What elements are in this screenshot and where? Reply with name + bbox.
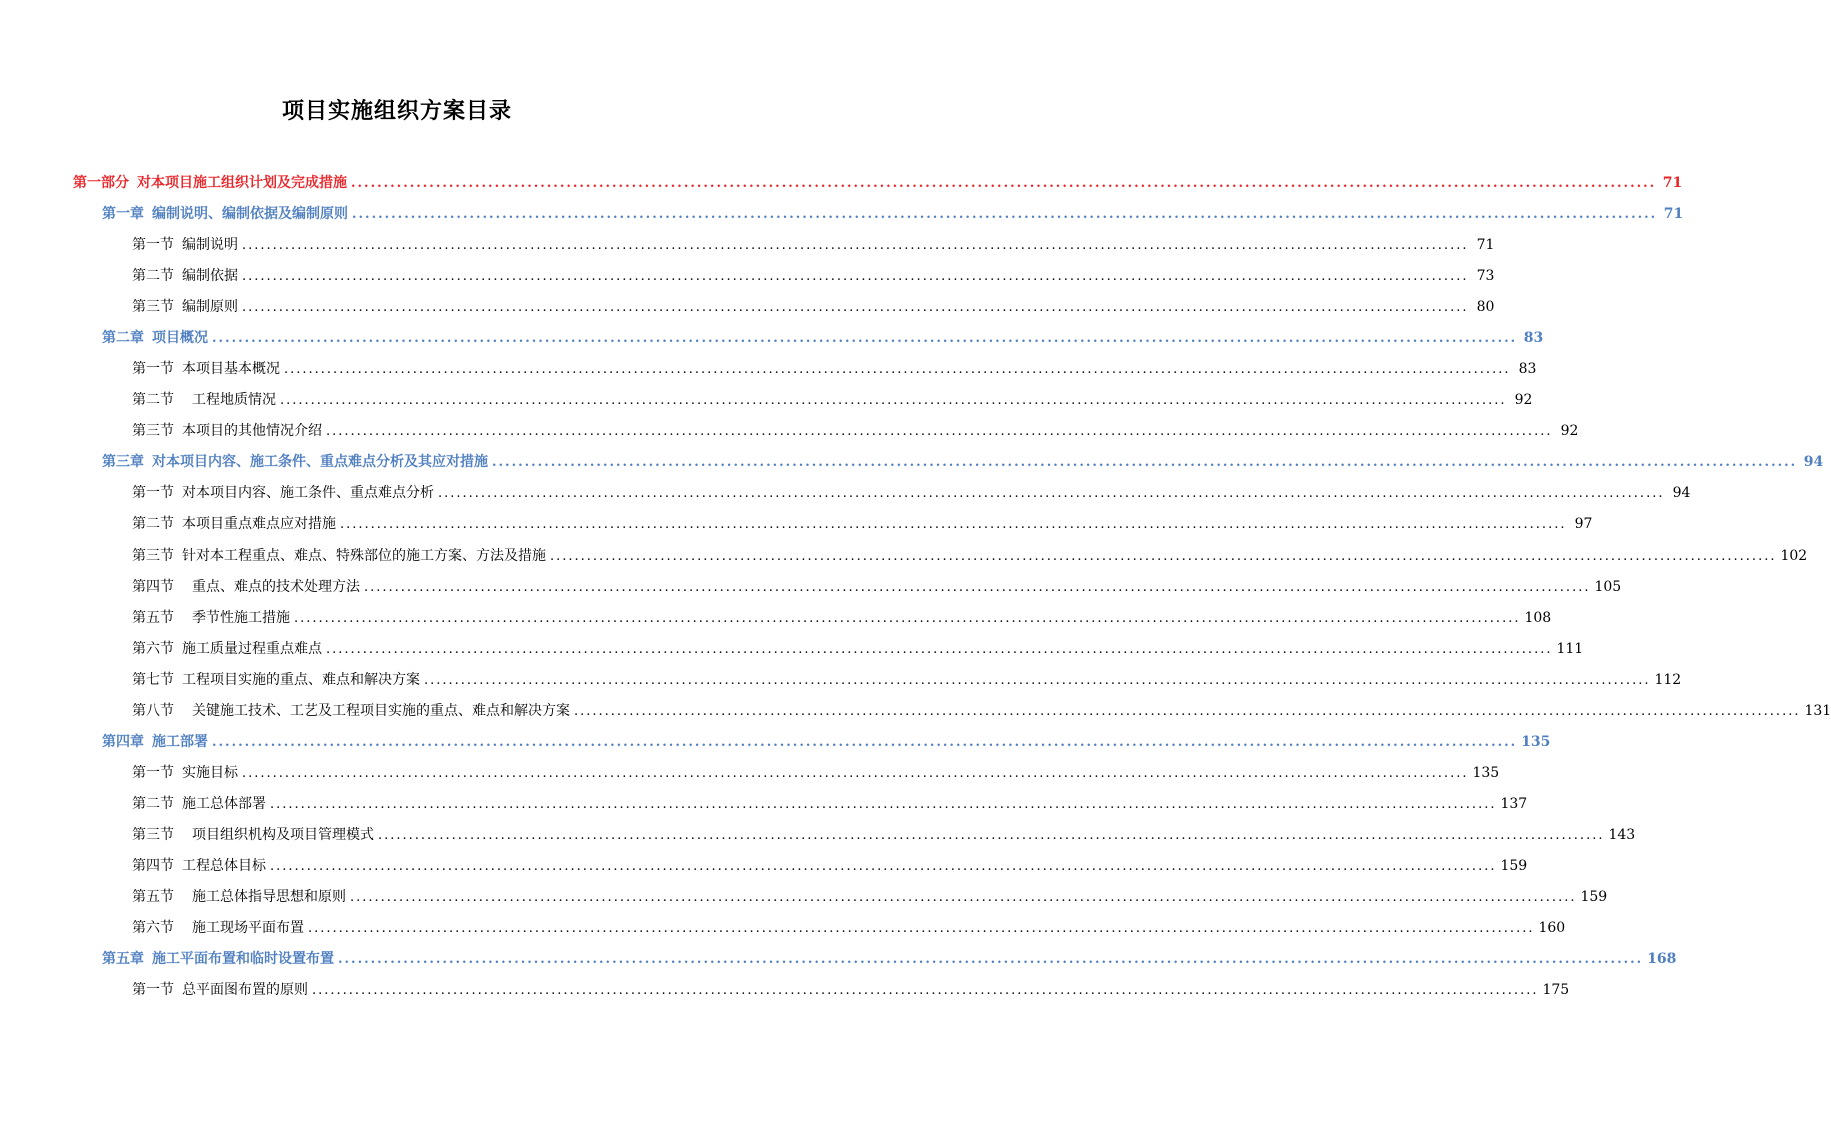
toc-chapter-entry[interactable] xyxy=(102,948,1677,974)
toc-entry-label: 编制说明 xyxy=(182,237,238,254)
toc-dot-leader: ........................................................................................................................................................................................................ xyxy=(294,610,1521,626)
toc-section-entry[interactable] xyxy=(132,234,1495,260)
toc-entry-number: 第三节 xyxy=(132,299,174,316)
toc-entry-label: 施工总体指导思想和原则 xyxy=(192,888,346,905)
toc-entry-number: 第四节 xyxy=(132,578,174,595)
toc-entry-number: 第六节 xyxy=(132,640,174,657)
toc-dot-leader: ........................................................................................................................................................................................................ xyxy=(284,362,1511,378)
toc-entry-number: 第三节 xyxy=(132,423,174,440)
toc-dot-leader: ........................................................................................................................................................................................................ xyxy=(212,734,1518,750)
toc-entry-label: 编制原则 xyxy=(182,299,238,316)
toc-entry-label: 实施目标 xyxy=(182,764,238,781)
toc-dot-leader: ........................................................................................................................................................................................................ xyxy=(340,517,1567,533)
toc-entry-number: 第一章 xyxy=(102,206,144,222)
toc-section-entry[interactable] xyxy=(132,358,1537,384)
toc-entry-number: 第六节 xyxy=(132,920,174,936)
toc-entry-number: 第二节 xyxy=(132,392,174,409)
toc-entry-page-number: 131 xyxy=(1804,702,1831,719)
toc-dot-leader: ........................................................................................................................................................................................................ xyxy=(326,641,1553,657)
toc-dot-leader: ........................................................................................................................................................................................................ xyxy=(270,858,1497,874)
toc-entry-page-number: 135 xyxy=(1521,733,1551,750)
toc-entry-page-number: 94 xyxy=(1803,454,1824,471)
toc-section-entry[interactable] xyxy=(132,265,1495,291)
toc-section-entry[interactable] xyxy=(132,545,1808,571)
toc-entry-number: 第三节 xyxy=(132,826,174,843)
toc-entry-number: 第五节 xyxy=(132,609,174,626)
toc-dot-leader: ........................................................................................................................................................................................................ xyxy=(308,921,1535,936)
toc-entry-label: 编制说明、编制依据及编制原则 xyxy=(152,206,348,222)
toc-entry-label: 季节性施工措施 xyxy=(192,609,290,626)
toc-entry-page-number: 71 xyxy=(1476,237,1495,254)
toc-entry-number: 第五节 xyxy=(132,888,174,905)
toc-dot-leader: ........................................................................................................................................................................................................ xyxy=(242,269,1469,285)
toc-dot-leader: ........................................................................................................................................................................................................ xyxy=(574,703,1801,719)
toc-section-entry[interactable] xyxy=(132,420,1579,446)
toc-section-entry[interactable] xyxy=(132,669,1682,695)
toc-entry-label: 总平面图布置的原则 xyxy=(182,982,308,998)
toc-section-entry[interactable] xyxy=(132,793,1528,819)
toc-entry-page-number: 80 xyxy=(1476,299,1495,316)
toc-entry-page-number: 92 xyxy=(1514,392,1533,409)
toc-dot-leader: ........................................................................................................................................................................................................ xyxy=(270,796,1497,812)
toc-section-entry[interactable] xyxy=(132,296,1495,322)
toc-section-entry[interactable] xyxy=(132,824,1636,850)
toc-dot-leader: ........................................................................................................................................................................................................ xyxy=(312,983,1539,998)
toc-entry-number: 第七节 xyxy=(132,671,174,688)
toc-entry-label: 针对本工程重点、难点、特殊部位的施工方案、方法及措施 xyxy=(182,547,546,564)
toc-dot-leader: ........................................................................................................................................................................................................ xyxy=(242,300,1469,316)
toc-entry-label: 对本项目内容、施工条件、重点难点分析 xyxy=(182,485,434,502)
toc-entry-label: 施工部署 xyxy=(152,733,208,750)
toc-entry-label: 施工平面布置和临时设置布置 xyxy=(152,951,334,967)
toc-entry-page-number: 108 xyxy=(1524,609,1552,626)
toc-dot-leader: ........................................................................................................................................................................................................ xyxy=(378,827,1605,843)
toc-entry-page-number: 175 xyxy=(1542,982,1570,998)
toc-entry-label: 工程项目实施的重点、难点和解决方案 xyxy=(182,671,420,688)
toc-entry-page-number: 160 xyxy=(1538,920,1566,936)
toc-entry-label: 项目组织机构及项目管理模式 xyxy=(192,826,374,843)
toc-dot-leader: ........................................................................................................................................................................................................ xyxy=(242,765,1469,781)
toc-entry-label: 关键施工技术、工艺及工程项目实施的重点、难点和解决方案 xyxy=(192,702,570,719)
toc-dot-leader: ........................................................................................................................................................................................................ xyxy=(242,238,1469,254)
toc-entry-number: 第三章 xyxy=(102,454,144,471)
toc-entry-number: 第八节 xyxy=(132,702,174,719)
toc-dot-leader: ........................................................................................................................................................................................................ xyxy=(280,393,1507,409)
toc-entry-page-number: 71 xyxy=(1662,175,1683,191)
toc-dot-leader: ........................................................................................................................................................................................................ xyxy=(424,672,1651,688)
toc-section-entry[interactable] xyxy=(132,979,1570,1005)
toc-section-entry[interactable] xyxy=(132,389,1533,415)
toc-part-entry[interactable] xyxy=(73,172,1683,198)
toc-entry-page-number: 94 xyxy=(1672,485,1691,502)
toc-entry-label: 工程地质情况 xyxy=(192,392,276,409)
toc-dot-leader: ........................................................................................................................................................................................................ xyxy=(338,952,1644,967)
toc-entry-page-number: 111 xyxy=(1556,640,1584,657)
toc-dot-leader: ........................................................................................................................................................................................................ xyxy=(364,579,1591,595)
toc-entry-page-number: 112 xyxy=(1654,671,1682,688)
toc-dot-leader: ........................................................................................................................................................................................................ xyxy=(212,331,1518,347)
toc-dot-leader: ........................................................................................................................................................................................................ xyxy=(352,207,1658,222)
toc-entry-number: 第四节 xyxy=(132,857,174,874)
toc-entry-page-number: 159 xyxy=(1580,888,1608,905)
toc-entry-label: 对本项目施工组织计划及完成措施 xyxy=(137,175,347,191)
toc-entry-label: 本项目的其他情况介绍 xyxy=(182,423,322,440)
toc-dot-leader: ........................................................................................................................................................................................................ xyxy=(492,455,1798,471)
toc-entry-page-number: 83 xyxy=(1523,330,1544,347)
toc-entry-label: 项目概况 xyxy=(152,330,208,347)
toc-section-entry[interactable] xyxy=(132,513,1593,539)
toc-entry-page-number: 92 xyxy=(1560,423,1579,440)
toc-entry-number: 第一节 xyxy=(132,485,174,502)
toc-entry-number: 第四章 xyxy=(102,733,144,750)
toc-entry-label: 本项目重点难点应对措施 xyxy=(182,516,336,533)
toc-entry-page-number: 135 xyxy=(1472,764,1500,781)
toc-section-entry[interactable] xyxy=(132,700,1831,726)
toc-dot-leader: ........................................................................................................................................................................................................ xyxy=(438,486,1665,502)
toc-dot-leader: ........................................................................................................................................................................................................ xyxy=(351,176,1657,191)
toc-section-entry[interactable] xyxy=(132,482,1691,508)
toc-entry-number: 第二节 xyxy=(132,516,174,533)
toc-entry-number: 第一部分 xyxy=(73,175,129,191)
toc-entry-page-number: 159 xyxy=(1500,857,1528,874)
toc-entry-number: 第三节 xyxy=(132,547,174,564)
toc-chapter-entry[interactable] xyxy=(102,731,1551,757)
toc-entry-label: 施工现场平面布置 xyxy=(192,920,304,936)
toc-entry-page-number: 102 xyxy=(1780,547,1808,564)
toc-entry-label: 工程总体目标 xyxy=(182,857,266,874)
toc-section-entry[interactable] xyxy=(132,576,1622,602)
toc-chapter-entry[interactable] xyxy=(102,203,1684,229)
toc-entry-page-number: 71 xyxy=(1663,206,1684,222)
toc-entry-label: 对本项目内容、施工条件、重点难点分析及其应对措施 xyxy=(152,454,488,471)
toc-entry-number: 第二节 xyxy=(132,268,174,285)
toc-entry-page-number: 97 xyxy=(1574,516,1593,533)
toc-entry-label: 本项目基本概况 xyxy=(182,361,280,378)
toc-section-entry[interactable] xyxy=(132,638,1584,664)
toc-chapter-entry[interactable] xyxy=(102,327,1544,353)
toc-entry-number: 第一节 xyxy=(132,361,174,378)
toc-entry-page-number: 143 xyxy=(1608,826,1636,843)
page-title: 项目实施组织方案目录 xyxy=(281,98,512,124)
toc-dot-leader: ........................................................................................................................................................................................................ xyxy=(550,548,1777,564)
toc-entry-page-number: 73 xyxy=(1476,268,1495,285)
toc-entry-label: 施工质量过程重点难点 xyxy=(182,640,322,657)
toc-section-entry[interactable] xyxy=(132,855,1528,881)
toc-entry-label: 重点、难点的技术处理方法 xyxy=(192,578,360,595)
toc-entry-label: 编制依据 xyxy=(182,268,238,285)
toc-entry-page-number: 137 xyxy=(1500,795,1528,812)
toc-entry-page-number: 83 xyxy=(1518,361,1537,378)
toc-section-entry[interactable] xyxy=(132,607,1552,633)
toc-section-entry[interactable] xyxy=(132,886,1608,912)
toc-entry-label: 施工总体部署 xyxy=(182,795,266,812)
toc-entry-number: 第二章 xyxy=(102,330,144,347)
toc-section-entry[interactable] xyxy=(132,917,1566,943)
toc-chapter-entry[interactable] xyxy=(102,451,1824,477)
toc-entry-number: 第二节 xyxy=(132,795,174,812)
toc-entry-page-number: 105 xyxy=(1594,578,1622,595)
toc-entry-page-number: 168 xyxy=(1647,951,1677,967)
toc-dot-leader: ........................................................................................................................................................................................................ xyxy=(326,424,1553,440)
toc-entry-number: 第一节 xyxy=(132,982,174,998)
toc-entry-number: 第一节 xyxy=(132,237,174,254)
toc-dot-leader: ........................................................................................................................................................................................................ xyxy=(350,889,1577,905)
toc-entry-number: 第五章 xyxy=(102,951,144,967)
toc-entry-number: 第一节 xyxy=(132,764,174,781)
toc-section-entry[interactable] xyxy=(132,762,1500,788)
